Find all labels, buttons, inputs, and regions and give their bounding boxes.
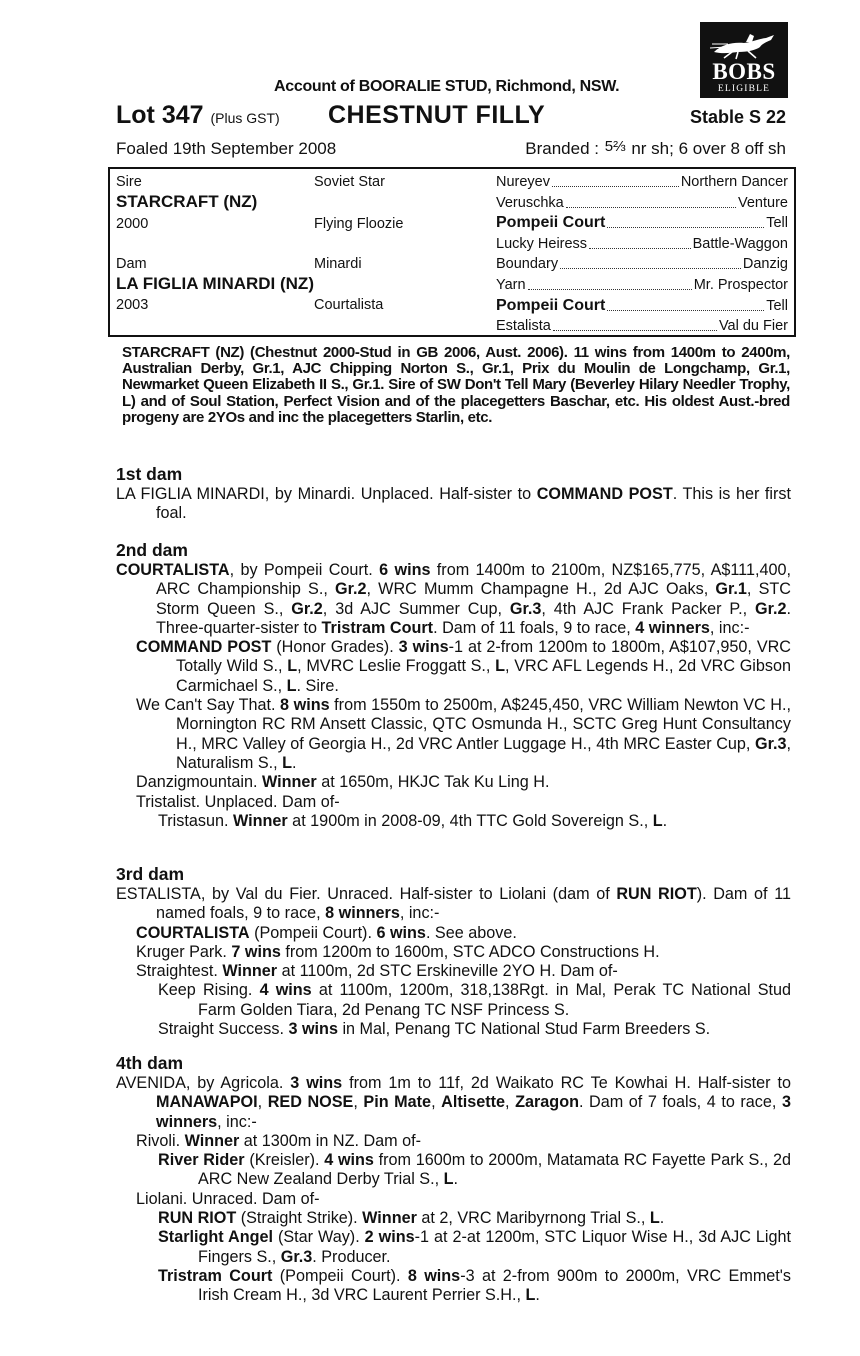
bold-text: 6 wins (376, 923, 426, 942)
progeny-entry (116, 1151, 791, 1190)
text: , by Pompeii Court. (229, 561, 380, 579)
progeny-entry (116, 485, 791, 524)
progeny-entry (116, 1132, 791, 1151)
bold-text: COMMAND POST (136, 638, 272, 657)
bold-text: RUN RIOT (158, 1209, 237, 1228)
text: Keep Rising. (158, 981, 260, 1000)
ancestor-name: Veruschka (496, 194, 564, 211)
bold-text: RUN RIOT (616, 885, 697, 903)
leader-dots (553, 316, 717, 331)
text: , MVRC Leslie Froggatt S., (297, 657, 496, 676)
brand-mark: 5⅔ (604, 138, 626, 155)
leader-dots (552, 172, 679, 187)
text: Liolani. Unraced. Dam of- (136, 1189, 320, 1208)
dam-dam: Courtalista (314, 297, 384, 313)
section-heading: 1st dam (116, 464, 183, 484)
bold-text: River Rider (158, 1151, 245, 1170)
branded-info (525, 136, 786, 160)
text: Tristalist. Unplaced. Dam of- (136, 792, 340, 811)
bold-text: 4 wins (324, 1151, 374, 1170)
ancestor-row (496, 172, 788, 192)
ancestor-name: Nureyev (496, 174, 550, 190)
text: ). Dam of 11 named foals, 9 to race, (156, 885, 791, 923)
bold-text: Starlight Angel (158, 1228, 273, 1247)
sire-summary: STARCRAFT (NZ) (Chestnut 2000-Stud in GB 2006, Aust. 2006). 11 wins from 1400m to 2400m, Australian Derby, Gr.1, AJC Chipping Norton S., Gr.1, Prix du Moulin de Longchamp, Gr.1, Newmarket Queen Elizabeth II S., Gr.1. Sire of SW Don't Tell Mary (Beverley Hilary Needler Trophy, L) and of Soul Station, Perfect Vision and of the placegetters Baschar, etc. His oldest Aust.-bred progeny are 2YOs and inc the placegetters Starlin, etc. (122, 344, 790, 426)
ancestor-name: Lucky Heiress (496, 235, 588, 252)
dam-section (116, 464, 791, 524)
text: . (292, 753, 297, 772)
text: Straightest. (136, 962, 223, 981)
progeny-entry (116, 1228, 791, 1267)
text: Kruger Park. (136, 942, 232, 961)
leader-dots (566, 193, 736, 208)
bobs-eligible-logo (700, 22, 788, 98)
bold-text: Altisette (441, 1093, 506, 1112)
bold-text: Gr.3 (755, 734, 787, 753)
bold-text: Gr.2 (291, 599, 323, 618)
text: (Honor Grades). (271, 638, 399, 657)
ancestor-row (496, 193, 788, 213)
text: Straight Success. (158, 1020, 289, 1039)
text: from 1400m to 2100m, NZ$165,775, A$111,400, ARC Championship S., (156, 561, 791, 599)
lot-label: Lot 347 (116, 101, 204, 129)
progeny-entry (116, 943, 791, 962)
horse-rider-icon (708, 30, 780, 60)
ancestor-sire: Tell (766, 215, 788, 232)
ancestor-name: Estalista (496, 318, 551, 335)
text: , WRC Mumm Champagne H., 2d AJC Oaks, (366, 580, 716, 599)
text: at 2, VRC Maribyrnong Trial S., (416, 1209, 650, 1228)
bold-text: 4 winners (635, 618, 710, 637)
text: Danzigmountain. (136, 773, 262, 792)
vendor-account: Account of BOORALIE STUD, Richmond, NSW. (274, 78, 620, 95)
dam-section (116, 540, 791, 831)
text: . This is her first foal. (156, 485, 792, 523)
bold-text: 3 winners (156, 1093, 791, 1131)
progeny-entry (116, 812, 791, 831)
bold-text: Winner (261, 773, 317, 792)
ancestor-row (496, 213, 788, 233)
text: , 3d AJC Summer Cup, (322, 599, 510, 618)
bold-text: 3 wins (288, 1020, 338, 1039)
section-heading: 3rd dam (116, 864, 185, 884)
text: at 1650m, HKJC Tak Ku Ling H. (316, 773, 550, 792)
bold-text: Gr.2 (755, 599, 787, 618)
bold-text: 7 wins (231, 942, 281, 961)
bold-text: COURTALISTA (136, 923, 250, 942)
text: at 1100m, 2d STC Erskineville 2YO H. Dam of- (277, 962, 618, 981)
sire-year: 2000 (116, 216, 149, 232)
bold-text: COURTALISTA (116, 561, 230, 579)
branded-detail: nr sh; 6 over 8 off sh (631, 139, 786, 158)
text: at 1100m, 1200m, 318,138Rgt. in Mal, Perak TC National Stud Farm Golden Tiara, 2d Penang TC NSF Princess S. (198, 981, 791, 1019)
text: , (353, 1093, 364, 1112)
sire-name: STARCRAFT (NZ) (116, 192, 258, 211)
progeny-entry (116, 981, 791, 1020)
sire-dam: Flying Floozie (314, 216, 404, 232)
ancestor-name: Boundary (496, 256, 559, 273)
progeny-entry (116, 638, 791, 696)
ancestor-name: Yarn (496, 277, 526, 293)
text: (Straight Strike). (236, 1209, 363, 1228)
text: -1 at 2-from 1200m to 1800m, A$107,950, VRC Totally Wild S., (176, 638, 791, 676)
leader-dots (607, 296, 764, 311)
bold-text: L (525, 1286, 536, 1305)
text: . Dam of 11 foals, 9 to race, (433, 618, 636, 637)
bold-text: L (286, 676, 297, 695)
bold-text: Winner (232, 811, 288, 830)
section-heading: 2nd dam (116, 540, 188, 560)
sire-sire: Soviet Star (314, 174, 385, 190)
bold-text: 2 wins (364, 1228, 415, 1247)
text: , inc:- (709, 618, 750, 637)
ancestor-name: Pompeii Court (496, 296, 606, 314)
progeny-entry (116, 1074, 791, 1132)
text: . Sire. (296, 676, 339, 695)
section-heading: 4th dam (116, 1053, 184, 1073)
text: . (662, 811, 668, 830)
text: We Can't Say That. (136, 696, 281, 715)
lot-number (116, 100, 280, 133)
bold-text: Tristram Court (321, 618, 434, 637)
ancestor-name: Pompeii Court (496, 214, 606, 232)
text: , 4th AJC Frank Packer P., (541, 599, 755, 618)
text: , inc:- (217, 1112, 257, 1131)
dam-sire: Minardi (314, 256, 362, 272)
bold-text: L (495, 657, 506, 676)
ancestor-row (496, 234, 788, 254)
dam-name: LA FIGLIA MINARDI (NZ) (116, 274, 314, 293)
bold-text: 8 wins (280, 696, 330, 715)
text: (Kreisler). (244, 1151, 325, 1170)
logo-title: BOBS (712, 59, 776, 84)
bold-text: Gr.2 (335, 580, 367, 599)
logo-subtitle: ELIGIBLE (717, 84, 771, 94)
bold-text: 8 winners (325, 904, 400, 923)
text: , Naturalism S., (176, 734, 791, 772)
text: . See above. (425, 923, 517, 942)
text: . (659, 1209, 665, 1228)
bold-text: Tristram Court (158, 1266, 273, 1285)
bold-text: Zaragon (515, 1093, 579, 1112)
leader-dots (560, 254, 741, 269)
ancestor-row (496, 316, 788, 336)
text: , (257, 1093, 268, 1112)
bold-text: Gr.1 (715, 580, 747, 599)
sire-label: Sire (116, 174, 142, 190)
bold-text: COMMAND POST (536, 485, 673, 503)
pedigree-table (108, 167, 796, 337)
text: from 1600m to 2000m, Matamata RC Fayette Park S., 2d ARC New Zealand Derby Trial S., (198, 1151, 791, 1189)
progeny-entry (116, 696, 791, 773)
leader-dots (589, 234, 691, 249)
text: in Mal, Penang TC National Stud Farm Breeders S. (337, 1020, 711, 1039)
progeny-entry (116, 962, 791, 981)
text: from 1550m to 2500m, A$245,450, VRC William Newton VC H., Mornington RC RM Ansett Classic, QTC Osmunda H., SCTC Greg Hunt Consultancy H., MRC Valley of Georgia H., 2d VRC Antler Luggage H., 4th MRC Easter Cup, (176, 696, 791, 753)
branded-label: Branded : (525, 139, 599, 158)
gst-note: (Plus GST) (210, 110, 280, 126)
text: at 1300m in NZ. Dam of- (239, 1131, 422, 1150)
bold-text: L (287, 657, 298, 676)
bold-text: L (443, 1170, 454, 1189)
ancestor-sire: Tell (766, 297, 788, 314)
bold-text: 3 wins (290, 1074, 343, 1092)
bold-text: Winner (362, 1209, 417, 1228)
bold-text: Pin Mate (363, 1093, 432, 1112)
bold-text: 3 wins (398, 638, 449, 657)
bold-text: Winner (184, 1131, 240, 1150)
text: Rivoli. (136, 1131, 185, 1150)
text: (Pompeii Court). (272, 1266, 408, 1285)
bold-text: 6 wins (379, 561, 431, 579)
bold-text: Gr.3 (509, 599, 542, 618)
leader-dots (607, 213, 764, 228)
progeny-entry (116, 1267, 791, 1306)
text: , inc:- (399, 904, 440, 923)
bold-text: MANAWAPOI (156, 1093, 258, 1112)
dam-section (116, 1053, 791, 1306)
progeny-entry (116, 1209, 791, 1228)
text: . Three-quarter-sister to (156, 599, 791, 637)
bold-text: Winner (222, 962, 278, 981)
text: ESTALISTA, by Val du Fier. Unraced. Half-sister to Liolani (dam of (116, 885, 617, 903)
bold-text: L (652, 811, 663, 830)
text: -1 at 2-at 1200m, STC Liquor Wise H., 3d AJC Light Fingers S., (198, 1228, 792, 1266)
progeny-entry (116, 885, 791, 924)
progeny-entry (116, 1190, 791, 1209)
ancestor-row (496, 296, 788, 316)
ancestor-row (496, 254, 788, 274)
text: (Pompeii Court). (249, 923, 377, 942)
text: . (535, 1286, 540, 1305)
progeny-entry (116, 924, 791, 943)
stable-number: Stable S 22 (689, 107, 786, 127)
ancestor-sire: Northern Dancer (680, 174, 788, 190)
ancestor-row (496, 275, 788, 295)
foaled-date: Foaled 19th September 2008 (116, 139, 337, 158)
text: AVENIDA, by Agricola. (116, 1074, 291, 1092)
text: Tristasun. (158, 811, 233, 830)
text: LA FIGLIA MINARDI, by Minardi. Unplaced. Half-sister to (116, 485, 537, 503)
text: at 1900m in 2008-09, 4th TTC Gold Sovereign S., (287, 811, 653, 830)
ancestor-sire: Danzig (742, 256, 788, 273)
ancestor-sire: Battle-Waggon (692, 235, 788, 252)
text: . Dam of 7 foals, 4 to race, (578, 1093, 782, 1112)
progeny-entry (116, 793, 791, 812)
bold-text: 8 wins (407, 1266, 461, 1285)
progeny-entry (116, 561, 791, 638)
text: , (505, 1093, 516, 1112)
text: , STC Storm Queen S., (156, 580, 791, 618)
progeny-entry (116, 773, 791, 792)
bold-text: Gr.3 (280, 1247, 313, 1266)
text: from 1m to 11f, 2d Waikato RC Te Kowhai H. Half-sister to (342, 1074, 791, 1092)
leader-dots (528, 275, 692, 290)
text: -3 at 2-from 900m to 2000m, VRC Emmet's Irish Cream H., 3d VRC Laurent Perrier S.H., (198, 1266, 791, 1305)
progeny-entry (116, 1020, 791, 1039)
ancestor-sire: Venture (738, 194, 788, 211)
dam-label: Dam (116, 256, 147, 272)
text: from 1200m to 1600m, STC ADCO Constructions H. (280, 942, 660, 961)
dam-section (116, 864, 791, 1039)
ancestor-sire: Val du Fier (718, 318, 788, 335)
bold-text: L (282, 753, 293, 772)
ancestor-sire: Mr. Prospector (693, 277, 788, 293)
bold-text: L (649, 1209, 660, 1228)
text: . (453, 1170, 458, 1189)
dam-year: 2003 (116, 297, 149, 313)
text: (Star Way). (273, 1228, 365, 1247)
bold-text: 4 wins (259, 981, 312, 1000)
text: . Producer. (312, 1247, 391, 1266)
text: , VRC AFL Legends H., 2d VRC Gibson Carmichael S., (176, 657, 791, 695)
text: , (431, 1093, 442, 1112)
horse-type: CHESTNUT FILLY (328, 101, 546, 129)
bold-text: RED NOSE (267, 1093, 354, 1112)
